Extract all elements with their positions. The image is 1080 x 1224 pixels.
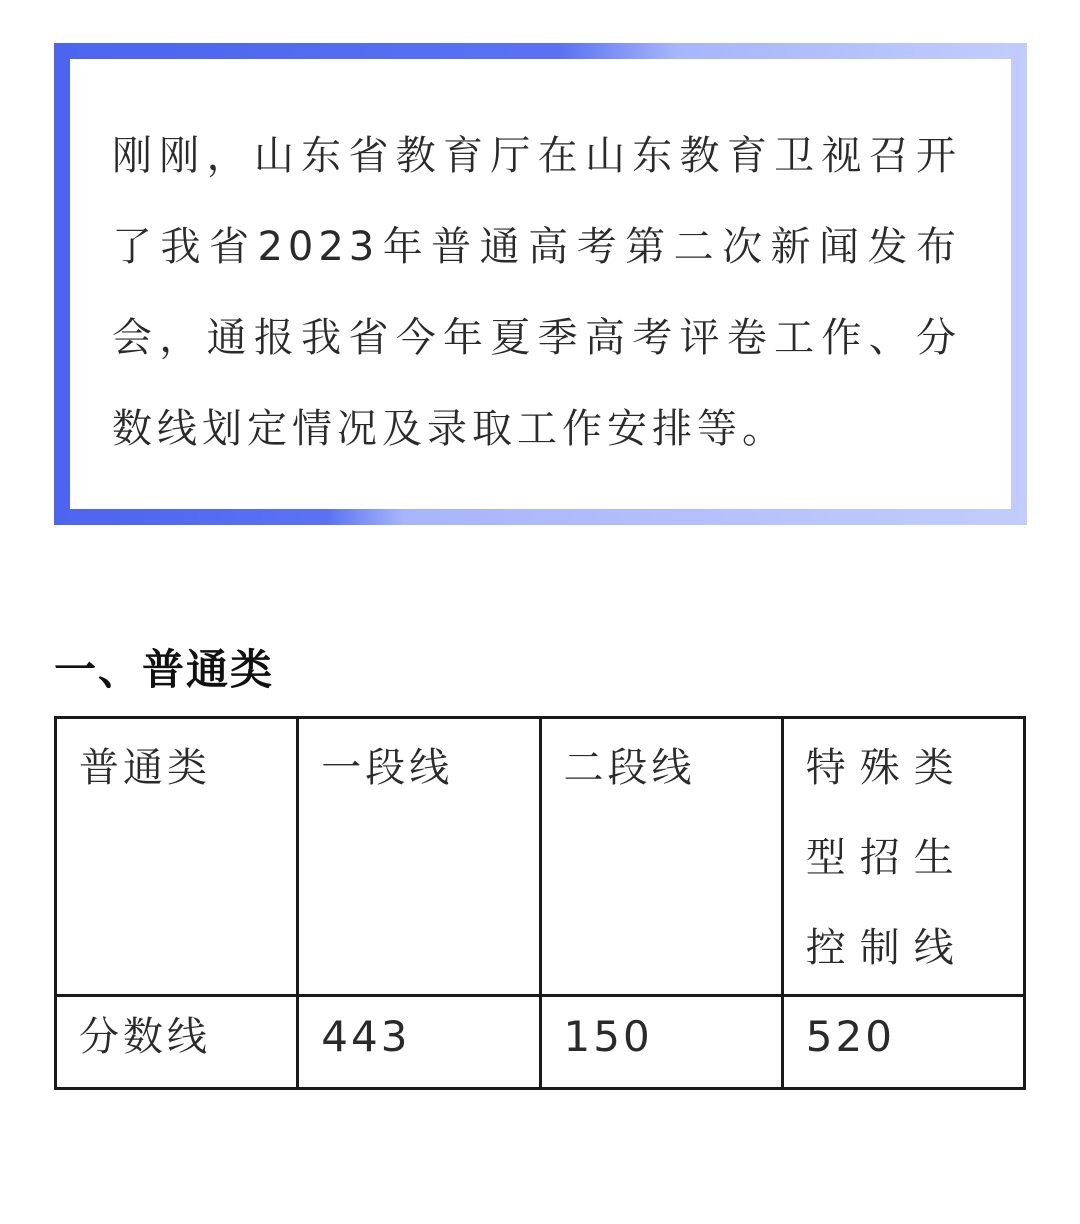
score-line-table [54, 716, 1026, 1090]
table-header-cell: 特殊类型招生控制线 [782, 718, 1024, 996]
table-cell: 443 [298, 996, 540, 1089]
intro-quote-box [54, 43, 1027, 525]
table-cell: 150 [540, 996, 782, 1089]
section-heading: 一、普通类 [54, 645, 275, 694]
intro-quote-inner [70, 59, 1011, 509]
table-cell: 520 [782, 996, 1024, 1089]
table-header-cell: 普通类 [56, 718, 298, 996]
table-header-cell: 一段线 [298, 718, 540, 996]
intro-paragraph: 刚刚，山东省教育厅在山东教育卫视召开了我省2023年普通高考第二次新闻发布会，通报我省今年夏季高考评卷工作、分数线划定情况及录取工作安排等。 [112, 133, 961, 452]
table-header-cell: 二段线 [540, 718, 782, 996]
table-row [56, 996, 1025, 1089]
table-header-row [56, 718, 1025, 996]
table-cell: 分数线 [56, 996, 298, 1089]
